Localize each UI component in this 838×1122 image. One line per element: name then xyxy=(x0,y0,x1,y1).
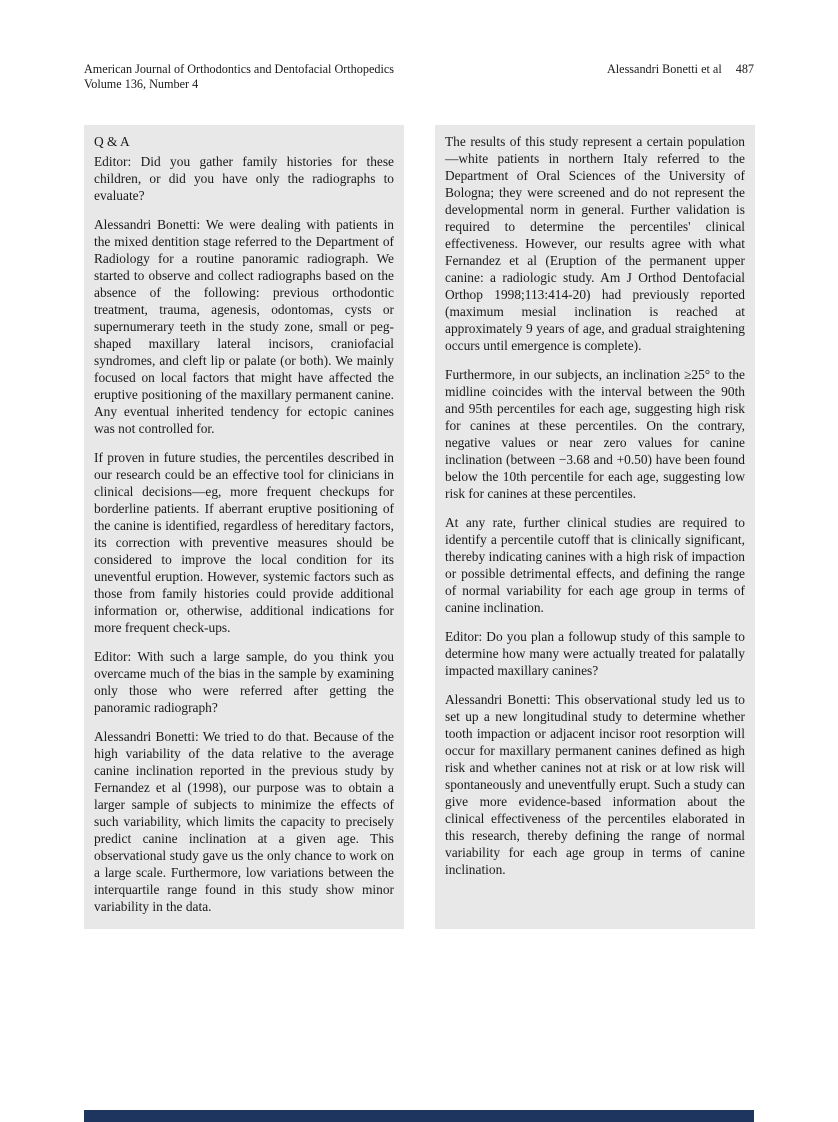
paragraph-editor-question-2: Editor: With such a large sample, do you think you overcame much of the bias in the sample by examining only those who were referred after getting the panoramic radiograph? xyxy=(94,649,394,715)
paragraph-bonetti-answer-3: Alessandri Bonetti: This observational study led us to set up a new longitudinal study to determine whether tooth impaction or adjacent incisor root resorption will occur for maxillary permanent canines defined as high risk and whether canines not at risk or at low risk will spontaneously and uneventfully erupt. Such a study can give more evidence-based information about the clinical effectiveness of the percentiles elaborated in this research, thereby defining the range of normal variability for each age group in terms of canine inclination. xyxy=(445,692,745,877)
page-header xyxy=(84,62,754,92)
paragraph-results-population: The results of this study represent a certain population—white patients in northern Italy referred to the Department of Oral Sciences of the University of Bologna; they were screened and do not represent the developmental norm in general. Further validation is required to determine the percentiles' clinical effectiveness. However, our results agree with what Fernandez et al (Eruption of the permanent upper canine: a radiologic study. Am J Orthod Dentofacial Orthop 1998;113:414-20) had previously reported (maximum mesial inclination is reached at approximately 9 years of age, and gradual straightening occurs until emergence is complete). xyxy=(445,134,745,353)
paragraph-bonetti-answer-2: Alessandri Bonetti: We tried to do that. Because of the high variability of the data relative to the average canine inclination reported in the previous study by Fernandez et al (1998), our purpose was to obtain a larger sample of subjects to minimize the effects of such variability, which limits the capacity to precisely predict canine inclination at a given age. This observational study gave us the only chance to work on a large scale. Furthermore, low variations between the interquartile range found in this study show minor variability in the data. xyxy=(94,729,394,914)
right-column xyxy=(435,125,755,929)
paragraph-bonetti-answer-1-cont: If proven in future studies, the percentiles described in our research could be an effective tool for clinicians in clinical decisions—eg, more frequent checkups for borderline patients. If aberrant eruptive positioning of the canine is identified, regardless of hereditary factors, its correction with preventive measures should be considered to improve the local condition for its uneventful eruption. However, systemic factors such as those from family histories could provide additional information or, otherwise, additional indications for more frequent check-ups. xyxy=(94,450,394,635)
page-number: 487 xyxy=(735,62,754,76)
paragraph-bonetti-answer-1: Alessandri Bonetti: We were dealing with patients in the mixed dentition stage referred to the Department of Radiology for a routine panoramic radiograph. We started to observe and collect radiographs based on the absence of the following: previous orthodontic treatment, trauma, agenesis, odontomas, cysts or supernumerary teeth in the study zone, small or peg-shaped maxillary lateral incisors, craniofacial syndromes, and cleft lip or palate (or both). We mainly focused on local factors that might have affected the eruptive positioning of the maxillary permanent canine. Any eventual inherited tendency for ectopic canines was not controlled for. xyxy=(94,217,394,436)
journal-title: American Journal of Orthodontics and Dentofacial Orthopedics xyxy=(84,62,395,76)
running-head xyxy=(607,62,754,77)
footer-bar xyxy=(84,1110,754,1122)
paragraph-editor-question-3: Editor: Do you plan a followup study of this sample to determine how many were actually treated for palatally impacted maxillary canines? xyxy=(445,629,745,678)
section-title: Q & A xyxy=(94,134,130,149)
running-head-authors: Alessandri Bonetti et al xyxy=(606,62,722,76)
journal-issue: Volume 136, Number 4 xyxy=(84,77,199,91)
left-column xyxy=(84,125,404,929)
journal-info xyxy=(84,62,394,92)
paragraph-editor-question-1: Editor: Did you gather family histories for these children, or did you have only the radiographs to evaluate? xyxy=(94,154,394,203)
article-body xyxy=(84,125,755,929)
paragraph-further-studies: At any rate, further clinical studies are required to identify a percentile cutoff that is clinically significant, thereby indicating canines with a high risk of impaction or possible detrimental effects, and defining the range of normal variability for each age group in terms of canine inclination. xyxy=(445,515,745,615)
paragraph-inclination-percentiles: Furthermore, in our subjects, an inclination ≥25° to the midline coincides with the interval between the 90th and 95th percentiles for each age, suggesting high risk for canines at these percentiles. On the contrary, negative values or near zero values for canine inclination (between −3.68 and +0.50) have been found below the 10th percentile for each age, suggesting low risk for canines at these percentiles. xyxy=(445,367,745,501)
